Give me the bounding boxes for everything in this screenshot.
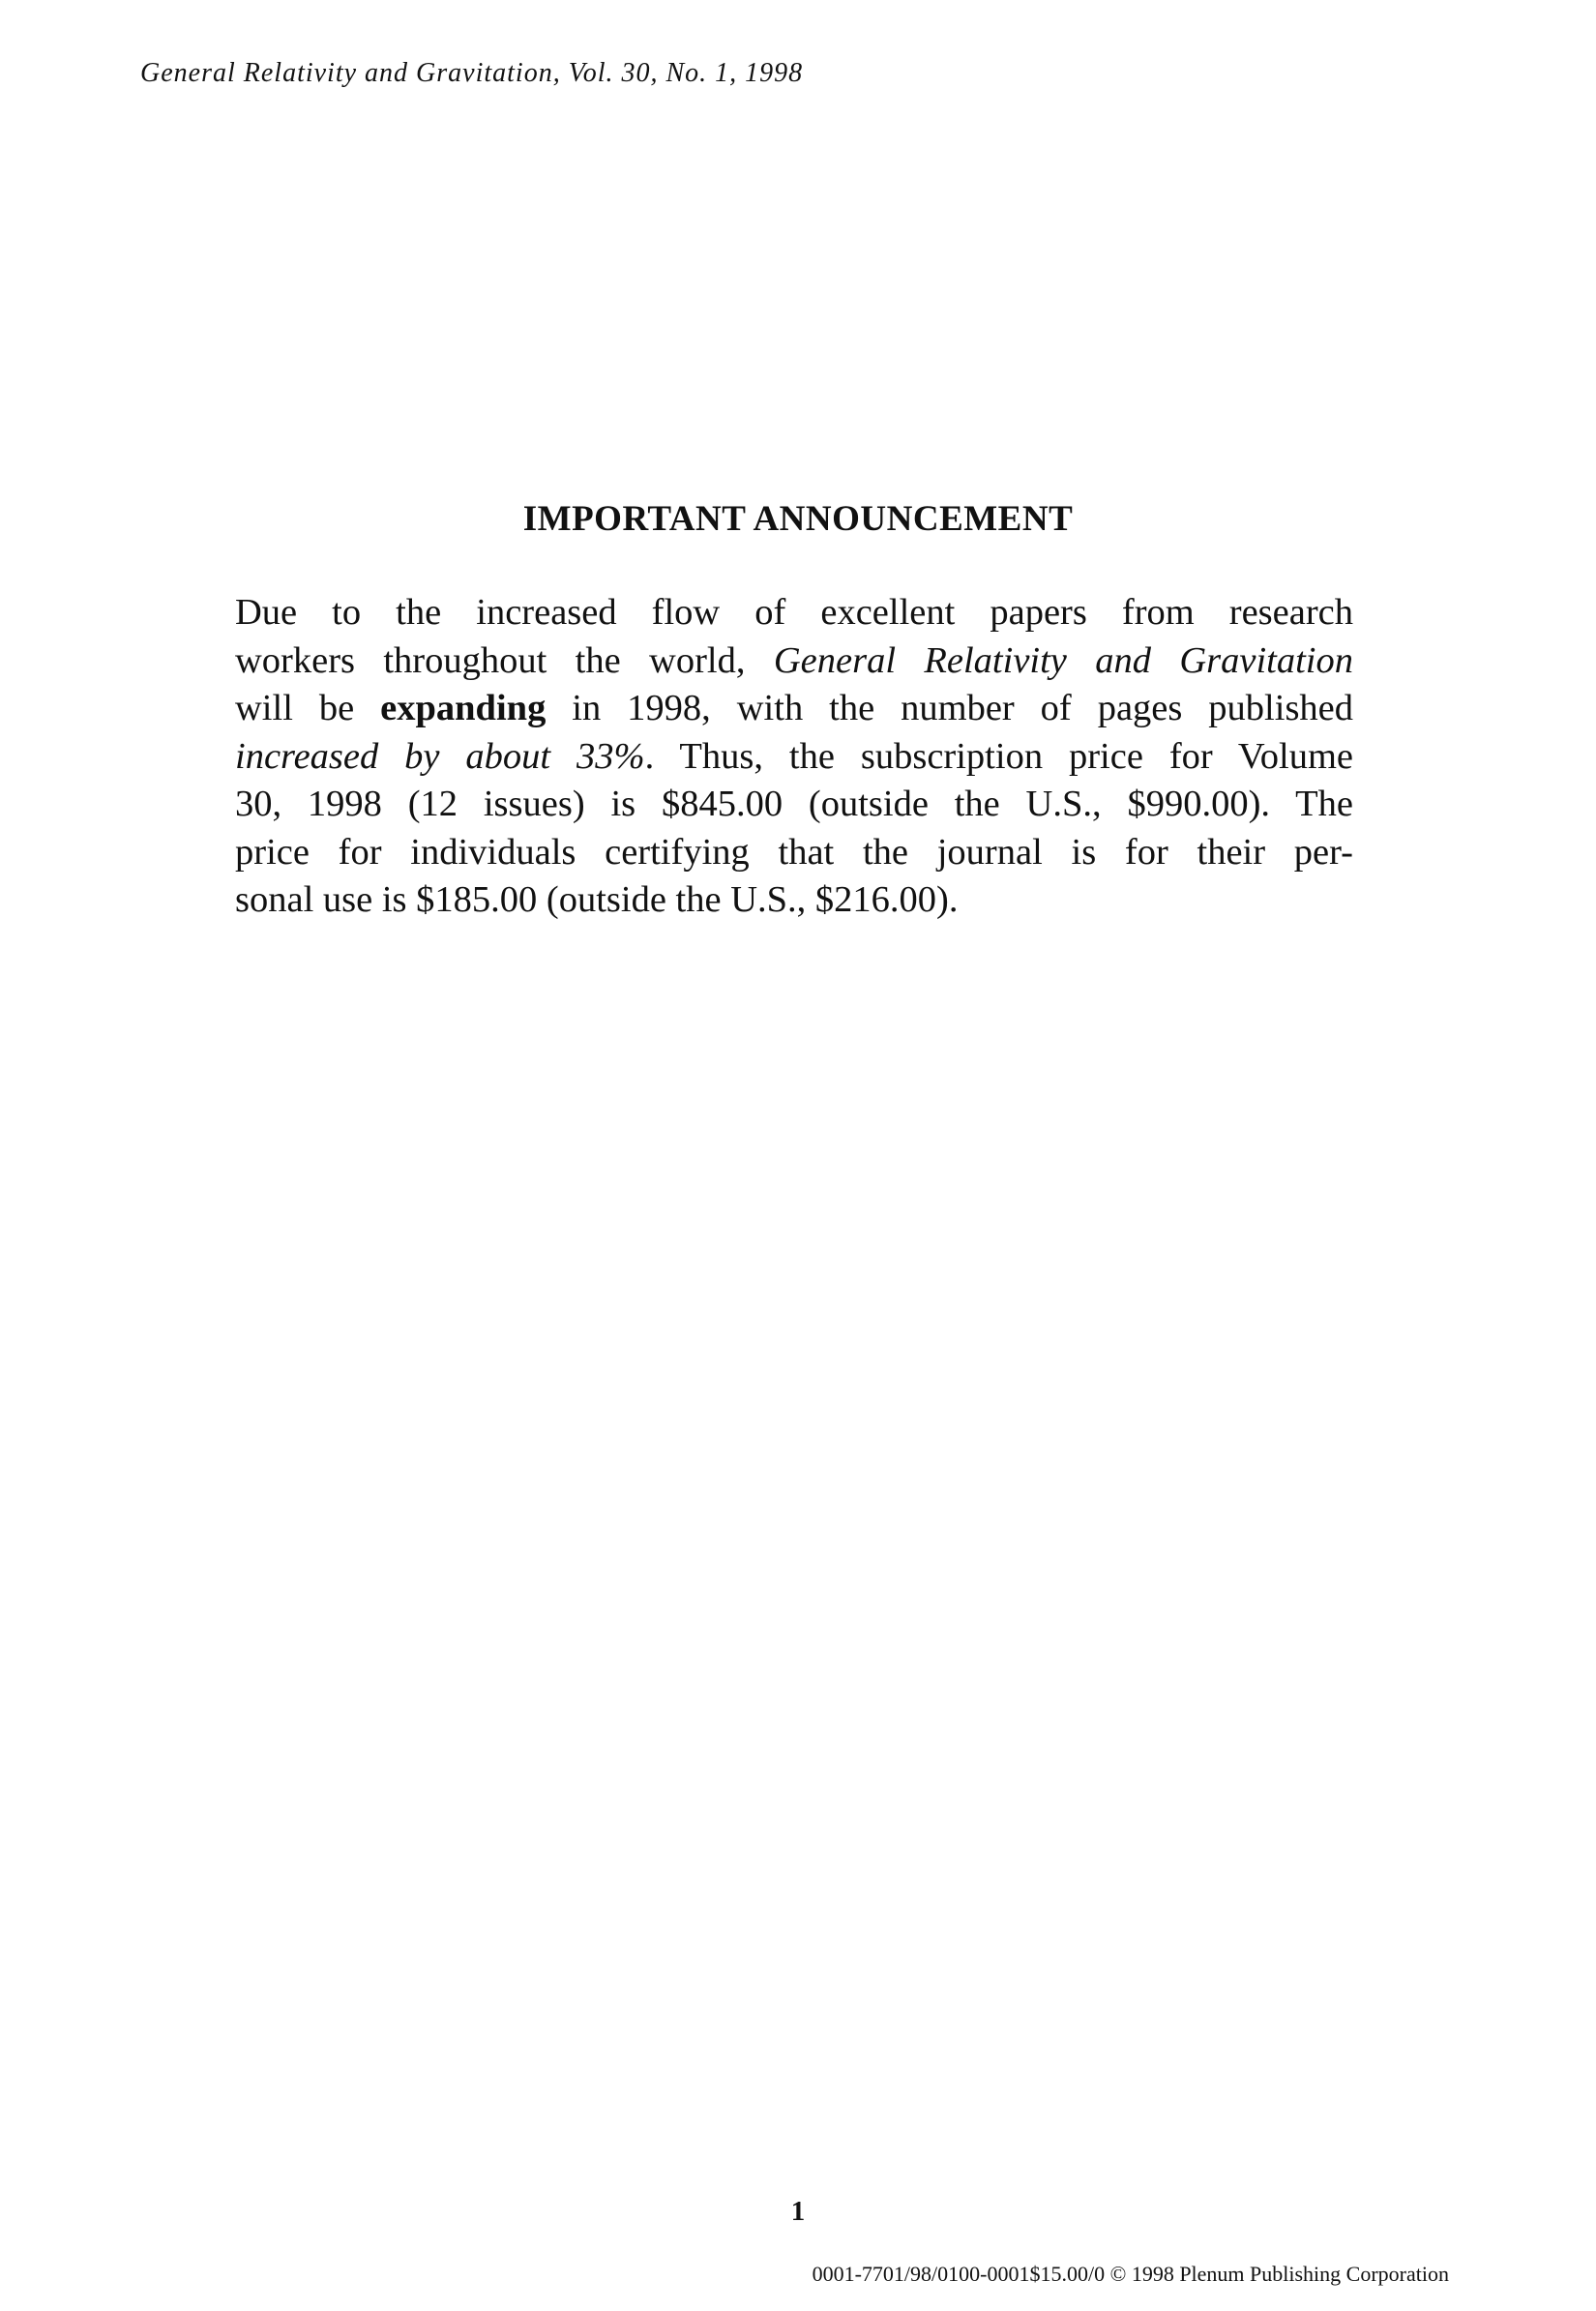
body-line-6: price for individuals certifying that the journal is for their per- [235, 831, 1353, 873]
body-line-3 [235, 685, 1353, 733]
body-text-segment: in 1998, with the number of pages published [572, 688, 1354, 728]
body-line-1: Due to the increased flow of excellent papers from research [235, 592, 1353, 633]
running-head: General Relativity and Gravitation, Vol. 30, No. 1, 1998 [140, 58, 804, 88]
expanding-emphasis: expanding [380, 688, 547, 728]
copyright-footer: 0001-7701/98/0100-0001$15.00/0 © 1998 Plenum Publishing Corporation [812, 2262, 1449, 2286]
body-text-segment: . Thus, the subscription price for Volume [644, 735, 1353, 777]
body-text-segment: workers throughout the world, [235, 639, 746, 681]
body-line-5: 30, 1998 (12 issues) is $845.00 (outside the U.S., $990.00). The [235, 784, 1353, 824]
body-line-7: sonal use is $185.00 (outside the U.S., $216.00). [235, 879, 959, 920]
increase-emphasis: increased by about 33% [235, 735, 645, 777]
announcement-body [235, 589, 1353, 925]
journal-name: General Relativity and Gravitation [773, 639, 1354, 681]
body-line-2 [235, 637, 1353, 686]
announcement-title: IMPORTANT ANNOUNCEMENT [522, 499, 1074, 539]
page-number: 1 [790, 2196, 806, 2227]
body-text-segment: will be [235, 688, 355, 728]
body-line-4 [235, 733, 1353, 782]
